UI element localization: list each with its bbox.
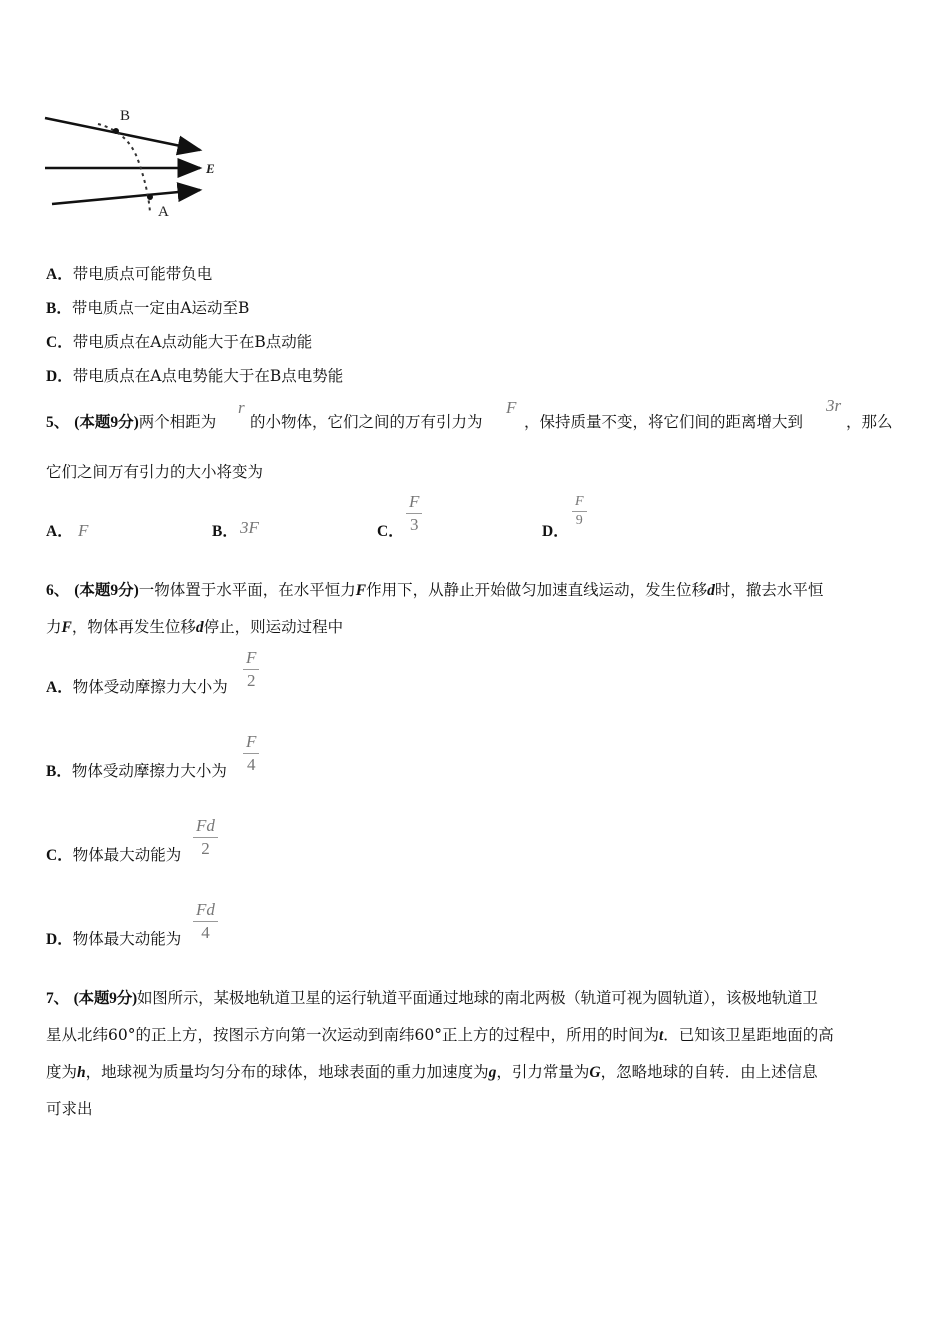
- q5-option-d-label: D．: [542, 523, 569, 540]
- label-E: E: [206, 161, 215, 176]
- q6-stem-line2: 力F，物体再发生位移d停止，则运动过程中: [46, 618, 344, 636]
- q5-option-a-value: F: [78, 521, 89, 540]
- q5-option-c-den: 3: [409, 515, 419, 534]
- label-B: B: [120, 108, 131, 124]
- q6-stem-line1: 6、 (本题9分)一物体置于水平面，在水平恒力F作用下，从静止开始做匀加速直线运动，发生位移d时，撤去水平恒: [46, 581, 824, 599]
- q5-text4: ，那么: [846, 413, 893, 431]
- q7-stem-line1: 7、 (本题9分)如图所示，某极地轨道卫星的运行轨道平面通过地球的南北两极（轨道可视为圆轨道），该极地轨道卫: [46, 989, 818, 1007]
- q5-option-b-label: B．: [212, 523, 238, 540]
- q5-option-c-num: F: [409, 492, 420, 511]
- q4-option-c: C．带电质点在A点动能大于在B点动能: [46, 333, 313, 351]
- q6-option-a: A．物体受动摩擦力大小为: [46, 678, 228, 696]
- q5-option-c-label: C．: [377, 523, 404, 540]
- label-A: A: [158, 204, 169, 220]
- q5-var-3r: 3r: [826, 396, 842, 415]
- q6-option-a-fraction: F 2: [243, 648, 259, 691]
- q5-option-a-label: A．: [46, 523, 73, 540]
- point-B: [113, 128, 119, 134]
- q5-option-d-num: F: [575, 494, 584, 509]
- q5-option-d-fraction: [572, 494, 587, 529]
- q4-option-b: B．带电质点一定由A运动至B: [46, 299, 250, 317]
- q6-option-b: B．物体受动摩擦力大小为: [46, 762, 227, 780]
- q7-stem-line4: 可求出: [46, 1100, 93, 1118]
- q5-var-F: F: [506, 398, 517, 417]
- q5-var-r: r: [238, 398, 245, 417]
- q6-option-c: C．物体最大动能为: [46, 846, 182, 864]
- q7-stem-line2: 星从北纬60°的正上方，按图示方向第一次运动到南纬60°正上方的过程中，所用的时间为t．已知该卫星距地面的高: [46, 1026, 834, 1044]
- point-A: [147, 194, 153, 200]
- q5-text2: 的小物体，它们之间的万有引力为: [250, 413, 483, 431]
- q7-stem-line3: 度为h，地球视为质量均匀分布的球体，地球表面的重力加速度为g，引力常量为G，忽略地球的自转．由上述信息: [46, 1063, 818, 1081]
- q6-option-d-fraction: Fd 4: [193, 900, 218, 943]
- q6-option-b-fraction: F 4: [243, 732, 259, 775]
- field-line-bottom: [52, 190, 200, 204]
- q5-option-d-den: 9: [575, 513, 583, 528]
- q4-option-a: A．带电质点可能带负电: [46, 265, 213, 283]
- q5-option-c-fraction: [406, 492, 422, 535]
- q5-text3: ，保持质量不变，将它们间的距离增大到: [524, 413, 804, 431]
- q6-option-d: D．物体最大动能为: [46, 930, 182, 948]
- q5-option-b-value: 3F: [240, 518, 259, 537]
- q5-stem-line1: 5、 (本题9分)两个相距为: [46, 413, 217, 431]
- q6-option-c-fraction: Fd 2: [193, 816, 218, 859]
- q5-stem-line2: 它们之间万有引力的大小将变为: [46, 463, 264, 481]
- q4-option-d: D．带电质点在A点电势能大于在B点电势能: [46, 367, 344, 385]
- field-figure: [40, 100, 230, 225]
